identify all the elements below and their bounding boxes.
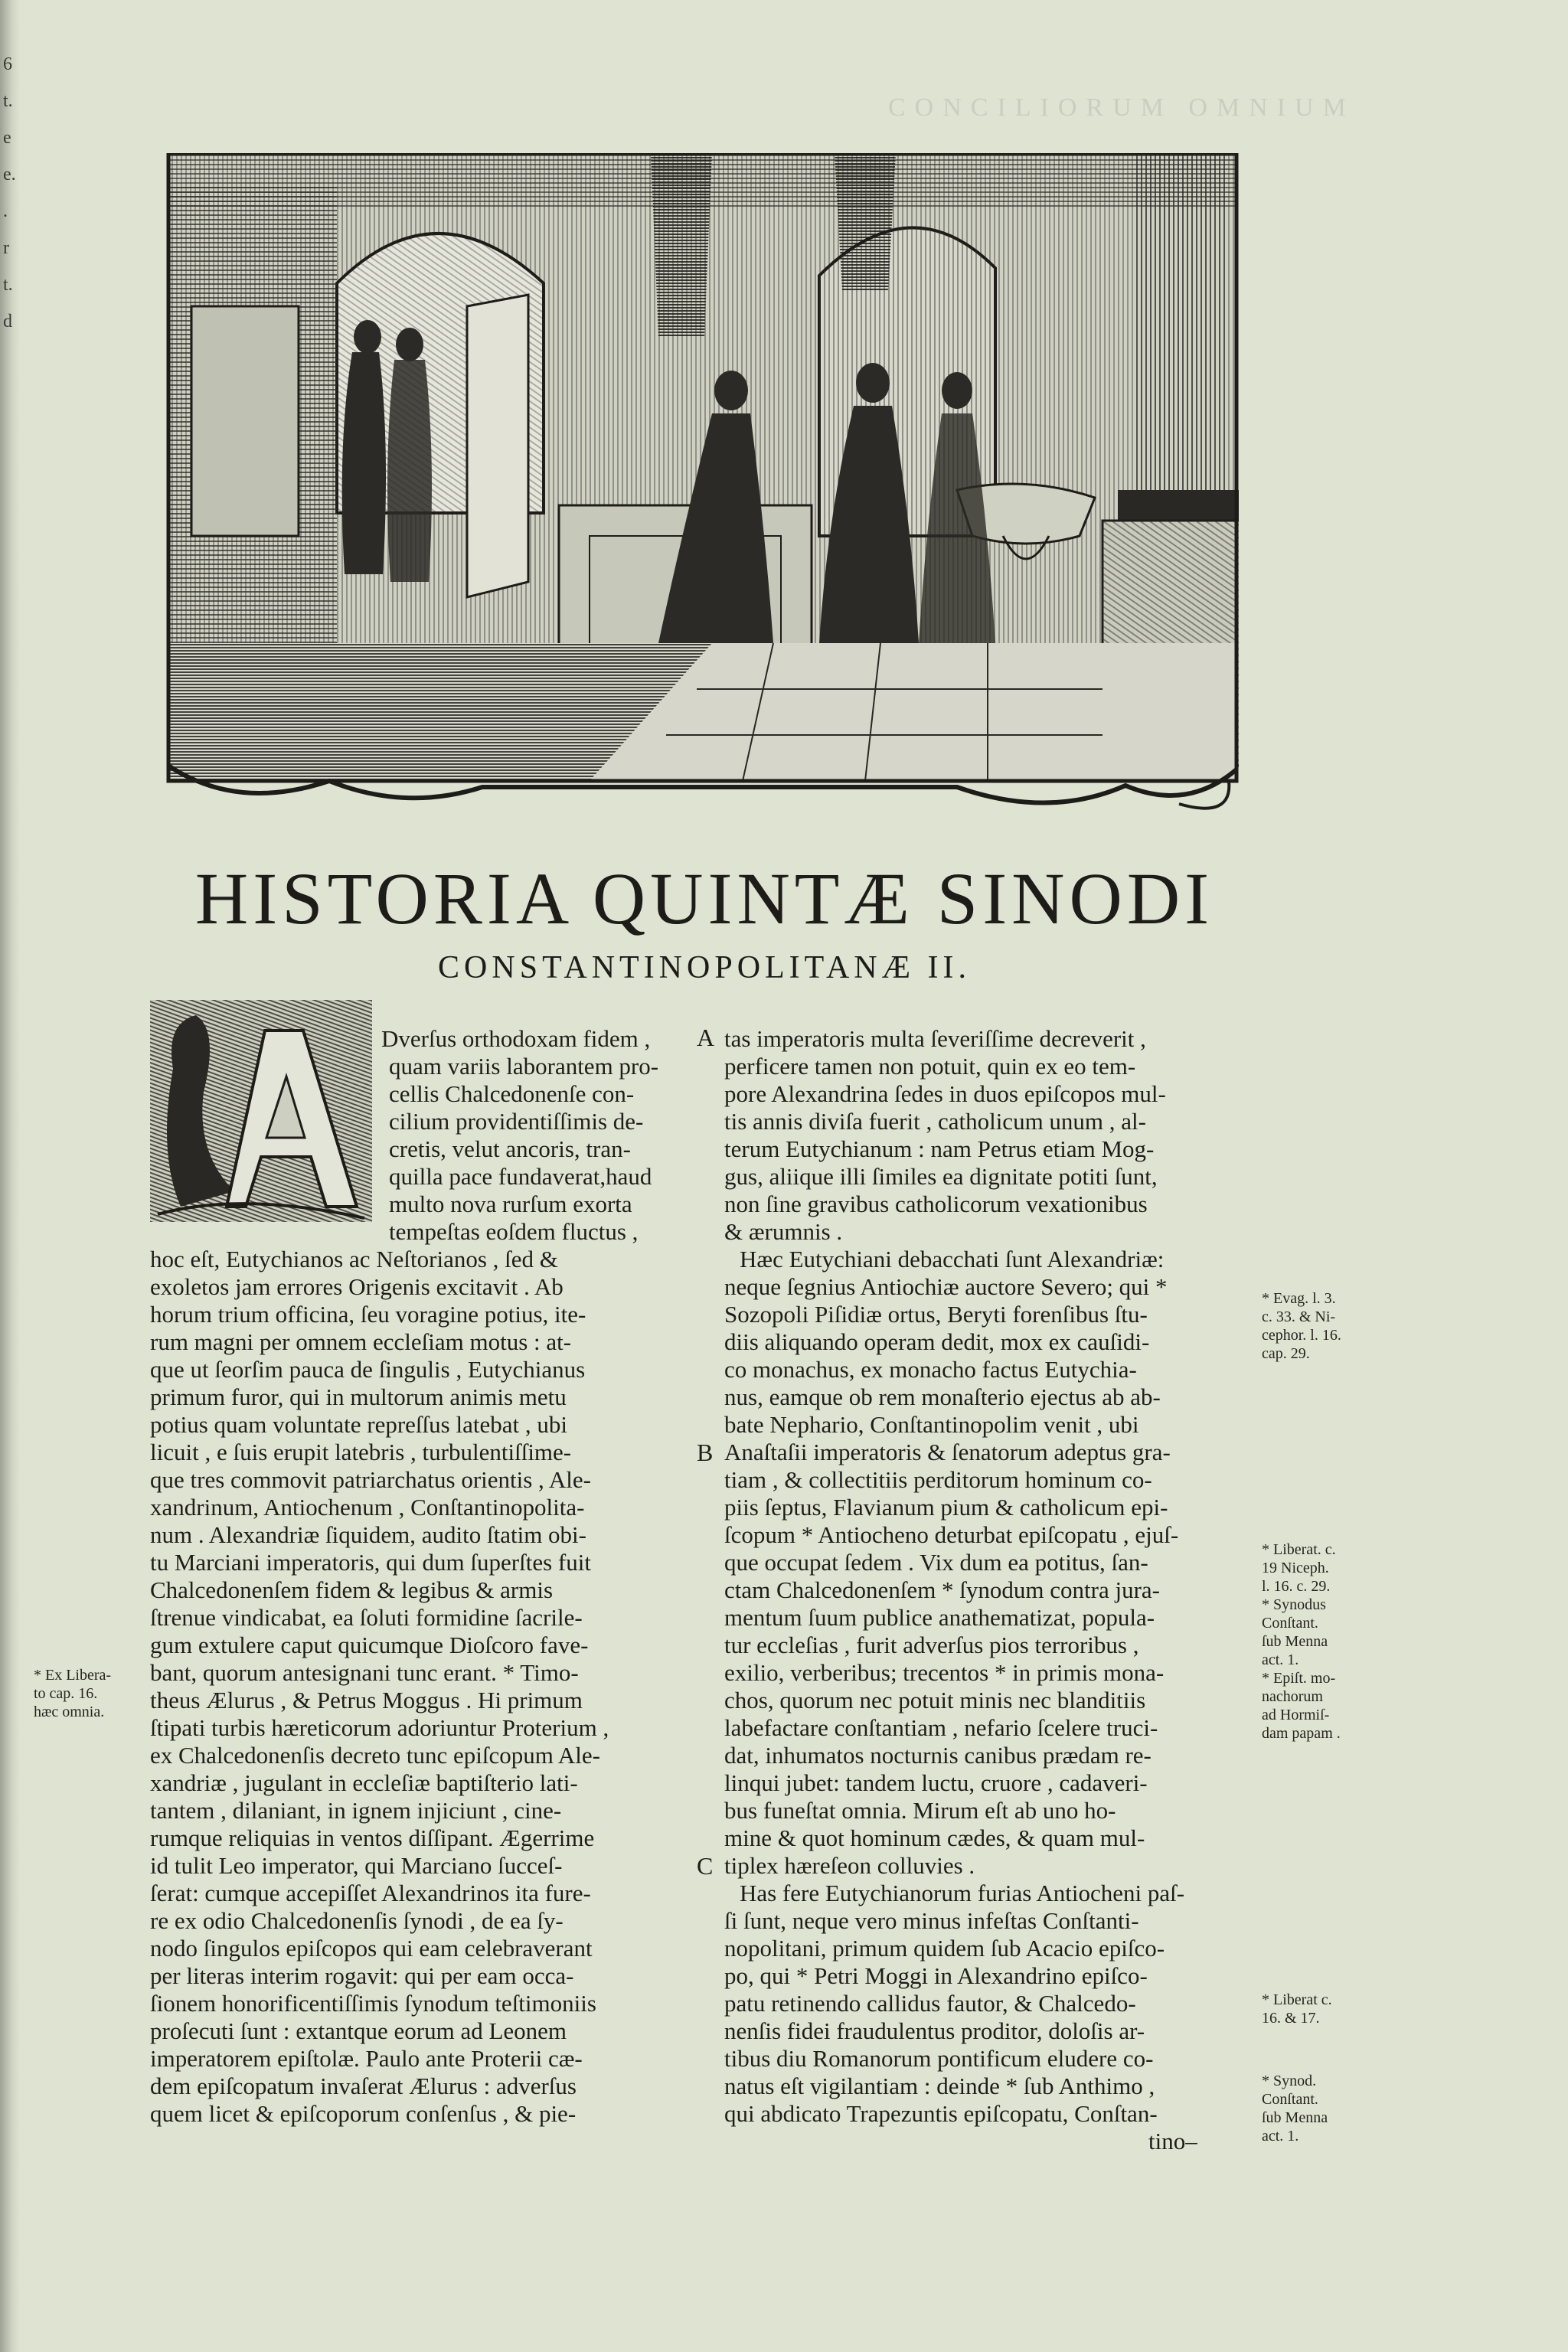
text-line: qui abdicato Trapezuntis epiſcopatu, Conſtan- <box>724 2100 1158 2127</box>
text-line: multo nova rurſum exorta <box>389 1191 632 1217</box>
text-line: tiam , & collectitiis perditorum hominum co- <box>724 1466 1152 1493</box>
text-line: Dverſus orthodoxam fidem , <box>381 1025 651 1052</box>
text-line: bate Nephario, Conſtantinopolim venit , ubi <box>724 1411 1139 1438</box>
margin-note-right: * Liberat c. 16. & 17. <box>1262 1991 1332 2027</box>
page-title: HISTORIA QUINTÆ SINODI <box>194 858 1214 939</box>
text-line: non ſine gravibus catholicorum vexationibus <box>724 1191 1148 1217</box>
text-line: rumque reliquias in ventos diſſipant. Ægerrime <box>150 1824 595 1851</box>
text-line: dem epiſcopatum invaſerat Ælurus : adverſus <box>150 2073 577 2099</box>
text-line: tempeſtas eoſdem fluctus , <box>389 1218 639 1245</box>
text-line: perficere tamen non potuit, quin ex eo tem- <box>724 1053 1136 1080</box>
text-line: po, qui * Petri Moggi in Alexandrino epiſco- <box>724 1962 1148 1989</box>
text-line: tur eccleſias , furit adverſus pios terroribus , <box>724 1632 1139 1658</box>
text-line: gus, aliique illi ſimiles ea dignitate potiti ſunt, <box>724 1163 1158 1190</box>
text-line: cretis, velut ancoris, tran- <box>389 1135 631 1162</box>
text-line: co monachus, ex monacho factus Eutychia- <box>724 1356 1137 1383</box>
text-line: pore Alexandrina ſedes in duos epiſcopos mul- <box>724 1080 1166 1107</box>
text-line: natus eſt vigilantiam : deinde * ſub Anthimo , <box>724 2073 1155 2099</box>
text-line: cellis Chalcedonenſe con- <box>389 1080 635 1107</box>
text-line: labefactare conſtantiam , nefario ſcelere truci- <box>724 1714 1158 1741</box>
text-line: patu retinendo callidus fautor, & Chalcedo- <box>724 1990 1136 2017</box>
text-line: piis ſeptus, Flavianum pium & catholicum epi- <box>724 1494 1168 1521</box>
text-line: proſecuti ſunt : extantque eorum ad Leonem <box>150 2017 567 2044</box>
engraving-illustration <box>161 153 1239 835</box>
text-line: & ærumnis . <box>724 1218 843 1245</box>
text-line: Hæc Eutychiani debacchati ſunt Alexandriæ: <box>740 1246 1165 1272</box>
text-line: licuit , e ſuis erupit latebris , turbulentiſſime- <box>150 1439 572 1465</box>
text-line: potius quam voluntate repreſſus latebat , ubi <box>150 1411 567 1438</box>
margin-note-left: * Ex Libera- to cap. 16. hæc omnia. <box>34 1667 112 1720</box>
text-line: xandrinum, Antiochenum , Conſtantinopolita- <box>150 1494 585 1521</box>
text-line: mentum ſuum publice anathematizat, popula- <box>724 1604 1155 1631</box>
column-marker-b: B <box>697 1439 714 1466</box>
text-line: gum extulere caput quicumque Dioſcoro fave- <box>150 1632 589 1658</box>
text-line: ſionem honorificentiſſimis ſynodum teſtimoniis <box>150 1990 596 2017</box>
text-line: imperatorem epiſtolæ. Paulo ante Proterii cæ- <box>150 2045 583 2072</box>
text-line: Has fere Eutychianorum furias Antiocheni paſ- <box>740 1880 1185 1906</box>
text-line: tis annis diviſa fuerit , catholicum unum , al- <box>724 1108 1146 1135</box>
text-line: tas imperatoris multa ſeveriſſime decreverit , <box>724 1025 1146 1052</box>
text-line: ex Chalcedonenſis decreto tunc epiſcopum Ale- <box>150 1742 600 1769</box>
column-marker-c: C <box>697 1852 714 1880</box>
text-line: ſi ſunt, neque vero minus infeſtas Conſtanti- <box>724 1907 1139 1934</box>
text-line: exilio, verberibus; trecentos * in primis mona- <box>724 1659 1165 1686</box>
text-line: ſtrenue vindicabat, ea ſoluti formidine ſacrile- <box>150 1604 583 1631</box>
text-line: bant, quorum antesignani tunc erant. * Timo- <box>150 1659 579 1686</box>
facing-page-bleed: 6 t. e e. . r t. d <box>3 54 16 332</box>
text-line: id tulit Leo imperator, qui Marciano ſucceſ- <box>150 1852 563 1879</box>
text-line: re ex odio Chalcedonenſis ſynodi , de ea ſy- <box>150 1907 564 1934</box>
text-line: terum Eutychianum : nam Petrus etiam Mog- <box>724 1135 1155 1162</box>
show-through-running-head: CONCILIORUM OMNIUM <box>888 93 1355 122</box>
text-line: Chalcedonenſem fidem & legibus & armis <box>150 1576 554 1603</box>
text-line: exoletos jam errores Origenis excitavit . Ab <box>150 1273 564 1300</box>
text-line: linqui jubet: tandem luctu, cruore , cadaveri- <box>724 1769 1148 1796</box>
text-line: chos, quorum nec potuit minis nec blanditiis <box>724 1687 1146 1713</box>
text-line: nenſis fidei fraudulentus proditor, doloſis ar- <box>724 2017 1145 2044</box>
text-line: que tres commovit patriarchatus orientis , Ale- <box>150 1466 591 1493</box>
decorated-initial-a <box>150 1000 372 1222</box>
text-line: quam variis laborantem pro- <box>389 1053 659 1080</box>
text-line: que occupat ſedem . Vix dum ea potitus, ſan- <box>724 1549 1148 1576</box>
text-line: xandriæ , jugulant in eccleſiæ baptiſterio lati- <box>150 1769 578 1796</box>
margin-note-right: * Evag. l. 3. c. 33. & Ni- cephor. l. 16. cap. 29. <box>1262 1290 1341 1362</box>
text-line: primum furor, qui in multorum animis metu <box>150 1383 567 1410</box>
text-line: bus funeſtat omnia. Mirum eſt ab uno ho- <box>724 1797 1116 1824</box>
text-line: num . Alexandriæ ſiquidem, audito ſtatim obi- <box>150 1521 586 1548</box>
text-line: horum trium officina, ſeu voragine potius, ite- <box>150 1301 586 1328</box>
text-line: tibus diu Romanorum pontificum eludere co- <box>724 2045 1154 2072</box>
page-subtitle: CONSTANTINOPOLITANÆ II. <box>438 950 971 985</box>
margin-note-right: * Synod. Conſtant. ſub Menna act. 1. <box>1262 2073 1328 2145</box>
text-line: nus, eamque ob rem monaſterio ejectus ab ab- <box>724 1383 1161 1410</box>
text-line: rum magni per omnem eccleſiam motus : at- <box>150 1328 572 1355</box>
text-line: Sozopoli Piſidiæ ortus, Beryti forenſibus ſtu- <box>724 1301 1148 1328</box>
text-line: ſcopum * Antiocheno deturbat epiſcopatu , ejuſ- <box>724 1521 1179 1548</box>
text-line: theus Ælurus , & Petrus Moggus . Hi primum <box>150 1687 583 1713</box>
margin-note-right: * Liberat. c. 19 Niceph. l. 16. c. 29. * Synodus Conſtant. ſub Menna act. 1. * Epiſt. mo- nachorum ad Hormiſ- dam papam . <box>1262 1541 1341 1742</box>
text-line: neque ſegnius Antiochiæ auctore Severo; qui * <box>724 1273 1168 1300</box>
text-line: que ut ſeorſim pauca de ſingulis , Eutychianus <box>150 1356 586 1383</box>
text-line: ctam Chalcedonenſem * ſynodum contra jura- <box>724 1576 1161 1603</box>
text-line: tu Marciani imperatoris, qui dum ſuperſtes fuit <box>150 1549 591 1576</box>
text-line: Anaſtaſii imperatoris & ſenatorum adeptus gra- <box>724 1439 1171 1465</box>
text-line: tiplex hæreſeon colluvies . <box>724 1852 975 1879</box>
text-line: ſerat: cumque accepiſſet Alexandrinos ita fure- <box>150 1880 591 1906</box>
text-line: dat, inhumatos nocturnis canibus prædam re- <box>724 1742 1152 1769</box>
text-line: nopolitani, primum quidem ſub Acacio epiſco- <box>724 1935 1165 1962</box>
text-line: diis aliquando operam dedit, mox ex cauſidi- <box>724 1328 1150 1355</box>
binding-gutter <box>0 0 20 2352</box>
text-line: nodo ſingulos epiſcopos qui eam celebraverant <box>150 1935 593 1962</box>
text-line: quilla pace fundaverat,haud <box>389 1163 652 1190</box>
catchword: tino– <box>1148 2128 1197 2154</box>
text-line: ſtipati turbis hæreticorum adoriuntur Proterium , <box>150 1714 609 1741</box>
text-line: hoc eſt, Eutychianos ac Neſtorianos , ſed & <box>150 1246 558 1272</box>
text-line: cilium providentiſſimis de- <box>389 1108 644 1135</box>
text-line: tantem , dilaniant, in ignem injiciunt , cine- <box>150 1797 562 1824</box>
text-line: quem licet & epiſcoporum conſenſus , & pie- <box>150 2100 577 2127</box>
text-line: per literas interim rogavit: qui per eam occa- <box>150 1962 574 1989</box>
column-marker-a: A <box>697 1024 715 1051</box>
text-line: mine & quot hominum cædes, & quam mul- <box>724 1824 1145 1851</box>
